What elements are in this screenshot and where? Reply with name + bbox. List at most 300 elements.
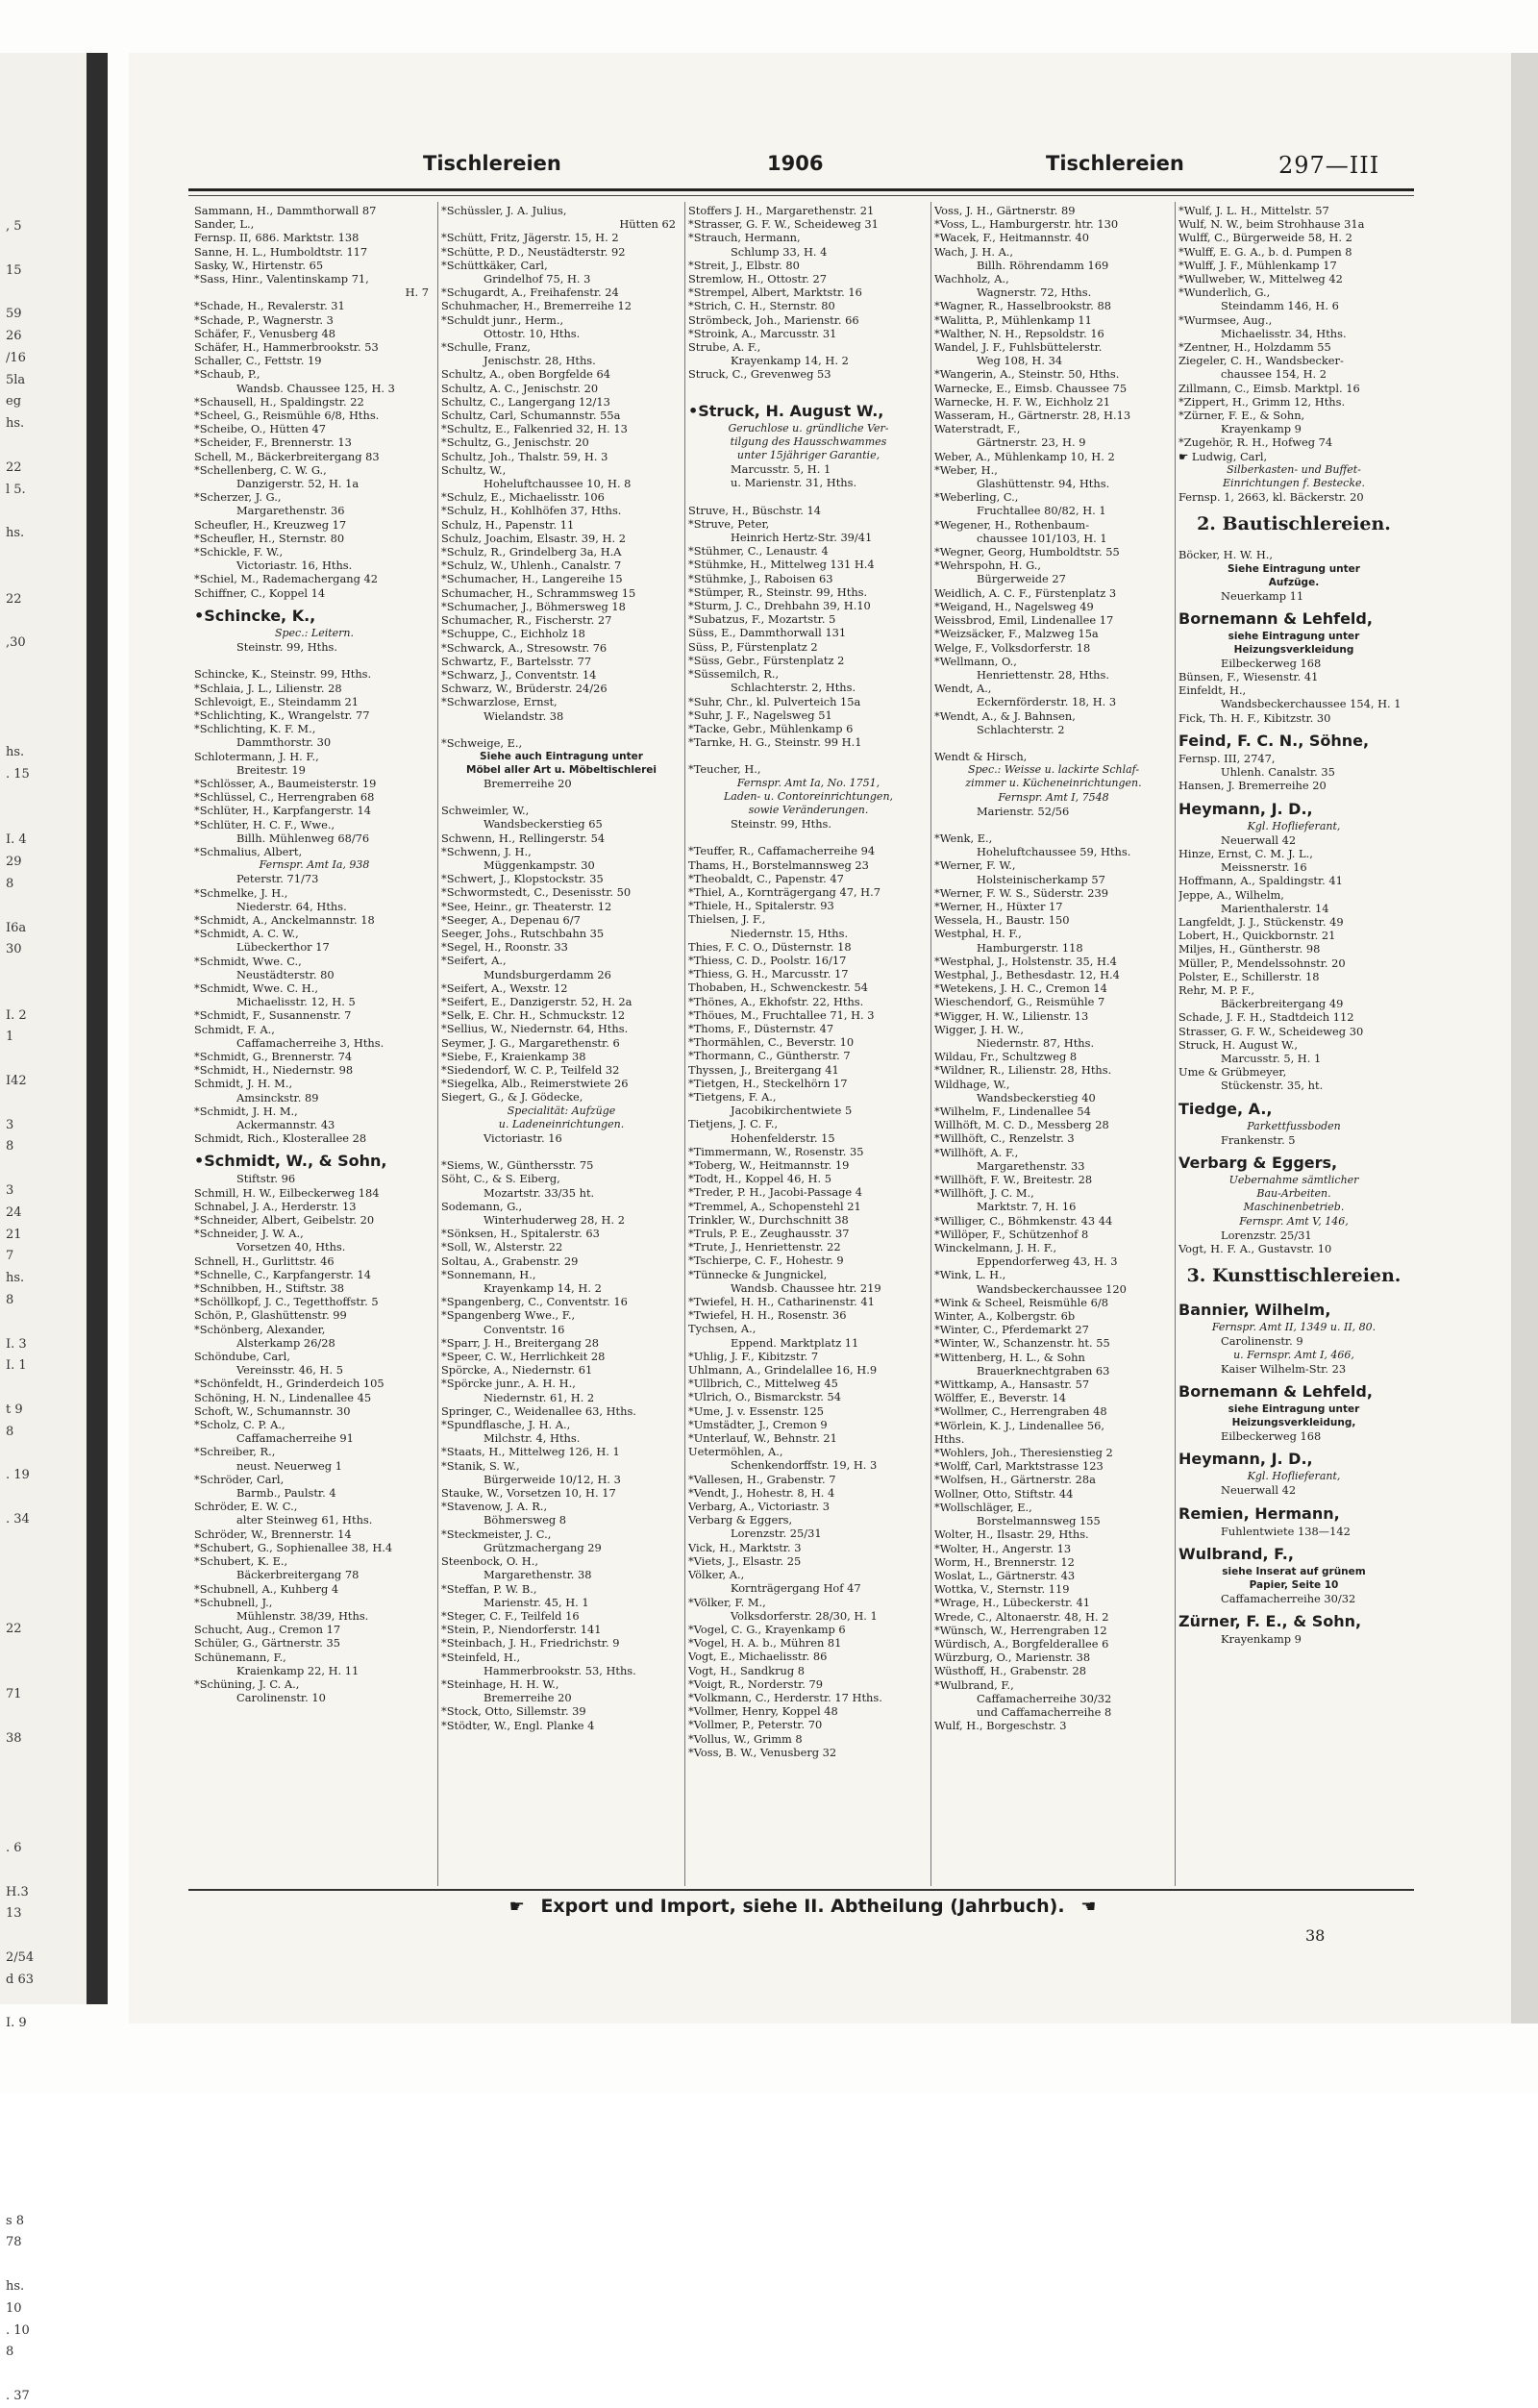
list-entry: *Steffan, P. W. B., <box>441 1581 537 1596</box>
list-entry: Wollner, Otto, Stiftstr. 44 <box>934 1486 1074 1501</box>
list-entry: *Viets, J., Elsastr. 25 <box>688 1553 802 1568</box>
list-entry: Völker, A., <box>688 1568 745 1582</box>
list-entry: *Strauch, Hermann, <box>688 231 801 245</box>
list-entry: Bünsen, F., Wiesenstr. 41 <box>1178 670 1319 684</box>
margin-fragment: d 63 <box>6 1972 34 1987</box>
list-entry: Wolter, H., Ilsastr. 29, Hths. <box>934 1527 1089 1542</box>
list-entry: *Schütt, Fritz, Jägerstr. 15, H. 2 <box>441 231 619 245</box>
entry-address-continuation: Billh. Röhrendamm 169 <box>977 258 1109 272</box>
list-entry: Schultz, C., Langergang 12/13 <box>441 394 610 409</box>
margin-fragment: 5la <box>6 372 26 387</box>
entry-address-continuation: Mozartstr. 33/35 ht. <box>484 1185 595 1200</box>
entry-specialty: Kgl. Hoflieferant, <box>1247 1470 1341 1483</box>
list-entry: Westphal, H. F., <box>934 927 1022 941</box>
entry-specialty: zimmer u. Kücheneinrichtungen. <box>965 777 1142 790</box>
list-entry: *Treder, P. H., Jacobi-Passage 4 <box>688 1185 863 1200</box>
entry-address-continuation: Barmb., Paulstr. 4 <box>236 1486 336 1501</box>
list-entry: *Weberling, C., <box>934 490 1019 505</box>
margin-fragment: eg <box>6 394 22 410</box>
entry-address-continuation: Schlachterstr. 2 <box>977 722 1065 736</box>
margin-fragment: 21 <box>6 1227 22 1242</box>
featured-firm-name: Zürner, F. E., & Sohn, <box>1178 1612 1362 1631</box>
entry-address-continuation: Wandsbeckerchaussee 120 <box>977 1281 1127 1296</box>
entry-address-continuation: Margarethenstr. 36 <box>236 504 345 518</box>
entry-address-continuation: Brauerknechtgraben 63 <box>977 1363 1110 1378</box>
list-entry: *Zippert, H., Grimm 12, Hths. <box>1178 394 1346 409</box>
list-entry: *Vallesen, H., Grabenstr. 7 <box>688 1472 836 1486</box>
list-entry: *Teucher, H., <box>688 762 761 777</box>
list-entry: *Wendt, A., & J. Bahnsen, <box>934 708 1076 723</box>
list-entry: *Unterlauf, W., Behnstr. 21 <box>688 1431 837 1446</box>
list-entry: *Wittkamp, A., Hansastr. 57 <box>934 1378 1090 1392</box>
list-entry: Steenbock, O. H., <box>441 1554 538 1569</box>
list-entry: *Schreiber, R., <box>194 1445 276 1459</box>
entry-address-continuation: Krayenkamp 9 <box>1221 1632 1302 1647</box>
list-entry: *Wunderlich, G., <box>1178 285 1271 300</box>
list-entry: *Schwert, J., Klopstockstr. 35 <box>441 872 604 886</box>
margin-fragment: . 15 <box>6 766 30 782</box>
list-entry: *Ulrich, O., Bismarckstr. 54 <box>688 1390 842 1404</box>
list-entry: Zillmann, C., Eimsb. Marktpl. 16 <box>1178 381 1360 395</box>
entry-address-continuation: Carolinenstr. 10 <box>236 1691 326 1705</box>
list-entry: Hoffmann, A., Spaldingstr. 41 <box>1178 874 1343 888</box>
margin-fragment: 3 <box>6 1117 14 1132</box>
list-entry: *Sturm, J. C., Drehbahn 39, H.10 <box>688 599 871 613</box>
entry-address-continuation: Neuerwall 42 <box>1221 832 1297 847</box>
list-entry: *Umstädter, J., Cremon 9 <box>688 1417 828 1431</box>
entry-address-continuation: Henriettenstr. 28, Hths. <box>977 667 1109 682</box>
list-entry: Schincke, K., Steinstr. 99, Hths. <box>194 667 372 682</box>
list-entry: *Willhöft, F. W., Breitestr. 28 <box>934 1173 1093 1187</box>
list-entry: Thies, F. C. O., Düsternstr. 18 <box>688 939 852 954</box>
header-year: 1906 <box>767 152 824 175</box>
list-entry: *Soll, W., Alsterstr. 22 <box>441 1240 563 1254</box>
list-entry: Schoft, W., Schumannstr. 30 <box>194 1403 351 1418</box>
entry-specialty: Fernspr. Amt I, 7548 <box>998 790 1109 804</box>
margin-fragment: ,30 <box>6 635 26 651</box>
list-entry: *Wurmsee, Aug., <box>1178 312 1273 327</box>
entry-specialty: Maschinenbetrieb. <box>1243 1201 1345 1214</box>
column-divider <box>1175 202 1176 1886</box>
margin-fragment: . 19 <box>6 1468 30 1483</box>
margin-fragment: 78 <box>6 2235 22 2250</box>
cross-reference-note: Papier, Seite 10 <box>1249 1578 1339 1591</box>
header-page-reference: 297—III <box>1278 152 1380 179</box>
entry-address-continuation: Meissnerstr. 16 <box>1221 860 1307 875</box>
list-entry: *Wolfsen, H., Gärtnerstr. 28a <box>934 1473 1096 1487</box>
margin-fragment <box>6 2167 83 2189</box>
header-rule-thin <box>188 195 1414 196</box>
entry-specialty: Kgl. Hoflieferant, <box>1247 819 1341 832</box>
margin-fragment: 22 <box>6 591 22 607</box>
list-entry: *Wagner, R., Hasselbrookstr. 88 <box>934 299 1111 313</box>
entry-address-continuation: Wandsbeckerchaussee 154, H. 1 <box>1221 697 1402 711</box>
entry-address-continuation: Kraienkamp 22, H. 11 <box>236 1663 360 1677</box>
list-entry: *Wittenberg, H. L., & Sohn <box>934 1350 1085 1364</box>
margin-fragment <box>6 545 83 567</box>
pointing-hand-right-icon: ☛ <box>509 1897 525 1917</box>
list-entry: *Spörcke junr., A. H. H., <box>441 1377 576 1391</box>
list-entry: Polster, E., Schillerstr. 18 <box>1178 969 1320 983</box>
list-entry: *Schwarzlose, Ernst, <box>441 695 558 709</box>
list-entry: Verbarg, A., Victoriastr. 3 <box>688 1500 830 1514</box>
list-entry: Wildau, Fr., Schultzweg 8 <box>934 1050 1078 1064</box>
list-entry: *Thiel, A., Kornträgergang 47, H.7 <box>688 884 881 899</box>
entry-address-continuation: Lübeckerthor 17 <box>236 940 330 955</box>
featured-firm-name: •Struck, H. August W., <box>688 401 884 420</box>
list-entry: Uetermöhlen, A., <box>688 1445 783 1459</box>
list-entry: Thyssen, J., Breitergang 41 <box>688 1062 839 1077</box>
entry-specialty: Fernspr. Amt Ia, No. 1751, <box>736 776 881 789</box>
margin-fragment: I. 2 <box>6 1007 27 1023</box>
entry-spacer <box>934 736 1173 750</box>
previous-page-edge <box>0 53 108 2403</box>
entry-specialty: Parkettfussboden <box>1247 1119 1341 1132</box>
list-entry: Hths. <box>934 1431 965 1446</box>
list-entry: *Schmidt, F., Susannenstr. 7 <box>194 1008 352 1023</box>
list-entry: *Wangerin, A., Steinstr. 50, Hths. <box>934 367 1120 382</box>
list-entry: *Schulz, E., Michaelisstr. 106 <box>441 490 605 505</box>
margin-fragment <box>6 1444 83 1466</box>
entry-address-continuation: Mundsburgerdamm 26 <box>484 967 611 981</box>
list-entry: Wigger, J. H. W., <box>934 1022 1024 1036</box>
featured-firm-name: Feind, F. C. N., Söhne, <box>1178 731 1370 750</box>
entry-spacer <box>441 790 682 804</box>
entry-address-continuation: Danzigerstr. 52, H. 1a <box>236 477 360 491</box>
margin-fragment <box>6 2035 83 2057</box>
list-entry: Strömbeck, Joh., Marienstr. 66 <box>688 312 859 327</box>
entry-address-continuation: und Caffamacherreihe 8 <box>977 1704 1112 1719</box>
list-entry: *Wulff, E. G. A., b. d. Pumpen 8 <box>1178 244 1352 259</box>
entry-address-continuation: Marienstr. 45, H. 1 <box>484 1595 589 1609</box>
margin-fragment <box>6 1049 83 1071</box>
list-entry: *Struve, Peter, <box>688 516 770 531</box>
listing-column-3 <box>688 204 929 1759</box>
entry-spacer <box>194 654 434 667</box>
margin-fragment: 38 <box>6 1730 22 1746</box>
margin-fragment <box>6 1487 83 1509</box>
margin-fragment <box>6 567 83 589</box>
list-entry: *Theobaldt, C., Papenstr. 47 <box>688 871 844 885</box>
list-entry: *Schmidt, Wwe. C., <box>194 954 302 968</box>
entry-address-continuation: Victoriastr. 16 <box>484 1131 562 1145</box>
margin-fragment: 26 <box>6 328 22 343</box>
list-entry: *Volkmann, C., Herderstr. 17 Hths. <box>688 1690 882 1704</box>
entry-address-continuation: Müggenkampstr. 30 <box>484 857 595 872</box>
list-entry: Strasser, G. F. W., Scheideweg 30 <box>1178 1024 1364 1038</box>
entry-address-continuation: chaussee 101/103, H. 1 <box>977 531 1107 545</box>
list-entry: *Schickle, F. W., <box>194 545 284 559</box>
list-entry: Wessela, H., Baustr. 150 <box>934 913 1070 928</box>
list-entry: Schell, M., Bäckerbreitergang 83 <box>194 449 380 463</box>
cross-reference-note: Heizungsverkleidung, <box>1231 1417 1356 1428</box>
margin-fragment: 8 <box>6 1139 14 1154</box>
list-entry: *Vogel, C. G., Krayenkamp 6 <box>688 1622 846 1636</box>
margin-fragment: s 8 <box>6 2213 25 2228</box>
list-entry: *Wink & Scheel, Reismühle 6/8 <box>934 1295 1108 1309</box>
list-entry: *Vollmer, P., Peterstr. 70 <box>688 1718 823 1732</box>
list-entry: *Steinhage, H. H. W., <box>441 1676 559 1691</box>
header-left-title: Tischlereien <box>423 152 561 175</box>
list-entry: *Timmermann, W., Rosenstr. 35 <box>688 1144 864 1158</box>
entry-specialty: Specialität: Aufzüge <box>507 1104 616 1117</box>
list-entry: Wendt, A., <box>934 682 992 696</box>
margin-fragment <box>6 1531 83 1553</box>
list-entry: Wendt & Hirsch, <box>934 749 1028 763</box>
list-entry: *Tarnke, H. G., Steinstr. 99 H.1 <box>688 735 862 750</box>
margin-fragment <box>6 501 83 523</box>
entry-address-continuation: Stiftstr. 96 <box>236 1172 296 1186</box>
list-entry: Schröder, E. W. C., <box>194 1500 298 1514</box>
list-entry: Weidlich, A. C. F., Fürstenplatz 3 <box>934 585 1117 600</box>
entry-address-continuation: Steinstr. 99, Hths. <box>236 640 338 655</box>
list-entry: Wachholz, A., <box>934 272 1009 286</box>
section-heading: 2. Bautischlereien. <box>1197 513 1391 535</box>
list-entry: *Strich, C. H., Sternstr. 80 <box>688 299 835 313</box>
entry-address-continuation: Bremerreihe 20 <box>484 776 572 790</box>
margin-fragment: 8 <box>6 2345 14 2360</box>
list-entry: Hansen, J. Bremerreihe 20 <box>1178 779 1327 793</box>
margin-fragment <box>6 1158 83 1180</box>
list-entry: *Wünsch, W., Herrengraben 12 <box>934 1623 1107 1637</box>
list-entry: *Steckmeister, J. C., <box>441 1527 552 1541</box>
entry-address-continuation: Conventstr. 16 <box>484 1322 565 1336</box>
margin-fragment <box>6 2145 83 2167</box>
list-entry: Stremlow, H., Ottostr. 27 <box>688 272 828 286</box>
list-entry: Schäfer, F., Venusberg 48 <box>194 326 336 340</box>
list-entry: Schultz, Carl, Schumannstr. 55a <box>441 409 621 423</box>
list-entry: Tietjens, J. C. F., <box>688 1117 779 1131</box>
entry-address-continuation: Marcusstr. 5, H. 1 <box>1221 1051 1322 1065</box>
entry-address-continuation: Jacobikirchentwiete 5 <box>731 1104 853 1118</box>
list-entry: Vogt, E., Michaelisstr. 86 <box>688 1650 828 1664</box>
list-entry: *Schugardt, A., Freihafenstr. 24 <box>441 285 619 300</box>
margin-fragment: 8 <box>6 876 14 891</box>
entry-specialty: Geruchlose u. gründliche Ver- <box>728 421 889 434</box>
cross-reference-note: Siehe Eintragung unter <box>1228 562 1360 575</box>
section-heading: 3. Kunsttischlereien. <box>1186 1265 1402 1287</box>
margin-fragment <box>6 699 83 721</box>
entry-address-continuation: Wandsbeckerstieg 65 <box>484 817 603 832</box>
list-entry: *Schüssler, J. A. Julius, <box>441 204 567 217</box>
list-entry: *Streit, J., Elbstr. 80 <box>688 258 800 272</box>
list-entry: Schwarz, W., Brüderstr. 24/26 <box>441 682 608 696</box>
margin-fragment <box>6 1794 83 1816</box>
entry-address-continuation: Uhlenh. Canalstr. 35 <box>1221 765 1335 780</box>
margin-fragment <box>6 983 83 1005</box>
list-entry: *Schmidt, J. H. M., <box>194 1104 298 1118</box>
list-entry: *Schuldt junr., Herm., <box>441 312 564 327</box>
list-entry: *Tschierpe, C. F., Hohestr. 9 <box>688 1254 844 1268</box>
list-entry: *Schlüter, H., Karpfangerstr. 14 <box>194 804 371 818</box>
entry-specialty: Fernspr. Amt Ia, 938 <box>259 858 370 872</box>
entry-spacer <box>688 831 929 844</box>
list-entry: *Schweige, E., <box>441 735 523 750</box>
list-entry: Tychsen, A., <box>688 1322 757 1336</box>
list-entry: Hinze, Ernst, C. M. J. L., <box>1178 846 1313 860</box>
list-entry: Miljes, H., Güntherstr. 98 <box>1178 942 1321 956</box>
list-entry: *Schüttkäker, Carl, <box>441 258 548 272</box>
list-entry: *Schumacher, J., Böhmersweg 18 <box>441 599 626 613</box>
entry-address-continuation: Hammerbrookstr. 53, Hths. <box>484 1663 636 1677</box>
list-entry: Wieschendorf, G., Reismühle 7 <box>934 995 1105 1009</box>
featured-firm-name: •Schmidt, W., & Sohn, <box>194 1152 387 1171</box>
margin-fragment <box>6 1663 83 1685</box>
footer-text: Export und Import, siehe II. Abtheilung (Jahrbuch). <box>540 1896 1065 1917</box>
list-entry: Schröder, W., Brennerstr. 14 <box>194 1527 352 1541</box>
entry-address-continuation: Michaelisstr. 34, Hths. <box>1221 326 1347 340</box>
list-entry: *Tietgens, F. A., <box>688 1089 777 1104</box>
list-entry: *Vollmer, Henry, Koppel 48 <box>688 1704 838 1719</box>
margin-fragment: . 6 <box>6 1840 22 1855</box>
entry-address-continuation: Caffamacherreihe 3, Hths. <box>236 1035 384 1050</box>
list-entry: *Seeger, A., Depenau 6/7 <box>441 912 581 927</box>
list-entry: *Willhöft, J. C. M., <box>934 1186 1034 1201</box>
list-entry: *Wohlers, Joh., Theresienstieg 2 <box>934 1446 1113 1460</box>
entry-address-continuation: Wielandstr. 38 <box>484 708 564 723</box>
footer-rule <box>188 1889 1414 1891</box>
margin-fragment: 30 <box>6 942 22 957</box>
margin-fragment <box>6 1575 83 1597</box>
list-entry: Schumacher, H., Schrammsweg 15 <box>441 585 636 600</box>
list-entry: Spörcke, A., Niedernstr. 61 <box>441 1363 593 1378</box>
list-entry: *Thiele, H., Spitalerstr. 93 <box>688 899 834 913</box>
list-entry: *Schulz, W., Uhlenh., Canalstr. 7 <box>441 559 622 573</box>
entry-address-continuation: Borstelmannsweg 155 <box>977 1514 1101 1528</box>
list-entry: *Schönfeldt, H., Grinderdeich 105 <box>194 1377 384 1391</box>
entry-address-continuation: Milchstr. 4, Hths. <box>484 1431 581 1446</box>
list-entry: *Schlichting, K. F. M., <box>194 722 316 736</box>
list-entry: *Tremmel, A., Schopenstehl 21 <box>688 1199 861 1213</box>
list-entry: *Schmelke, J. H., <box>194 885 288 900</box>
list-entry: *Thiess, C. D., Poolstr. 16/17 <box>688 953 847 967</box>
entry-specialty: Einrichtungen f. Bestecke. <box>1222 477 1366 490</box>
entry-address-continuation: Frankenstr. 5 <box>1221 1132 1296 1147</box>
list-entry: *Zugehör, R. H., Hofweg 74 <box>1178 435 1333 450</box>
margin-fragment: 13 <box>6 1906 22 1922</box>
list-entry: *Wacek, F., Heitmannstr. 40 <box>934 231 1089 245</box>
entry-address-continuation: Dammthorstr. 30 <box>236 735 332 750</box>
entry-address-continuation: Marienthalerstr. 14 <box>1221 901 1329 915</box>
list-entry: Wölffer, E., Beverstr. 14 <box>934 1391 1066 1405</box>
list-entry: *Schröder, Carl, <box>194 1472 285 1486</box>
list-entry: *Spundflasche, J. H. A., <box>441 1418 571 1432</box>
entry-address-continuation: Schlachterstr. 2, Hths. <box>731 681 856 695</box>
margin-fragment <box>6 2123 83 2145</box>
list-entry: Ume & Grübmeyer, <box>1178 1065 1287 1080</box>
page-number: 38 <box>1305 1926 1326 1945</box>
list-entry: *Werner, H., Hüxter 17 <box>934 899 1063 913</box>
entry-address-continuation: Caffamacherreihe 30/32 <box>1221 1591 1356 1605</box>
list-entry: Siegert, G., & J. Gödecke, <box>441 1090 583 1105</box>
entry-address-continuation: Eilbeckerweg 168 <box>1221 656 1322 670</box>
list-entry: *Stümper, R., Steinstr. 99, Hths. <box>688 584 868 599</box>
list-entry: *Wehrspohn, H. G., <box>934 559 1042 573</box>
featured-firm-name: Wulbrand, F., <box>1178 1544 1294 1563</box>
list-entry: *Tietgen, H., Steckelhörn 17 <box>688 1076 848 1090</box>
list-entry: *Schubert, K. E., <box>194 1554 288 1569</box>
entry-address-continuation: Mühlenstr. 38/39, Hths. <box>236 1608 369 1623</box>
entry-address-continuation: Stückenstr. 35, ht. <box>1221 1079 1324 1093</box>
list-entry: *Stanik, S. W., <box>441 1458 520 1473</box>
entry-address-continuation: Marienstr. 52/56 <box>977 804 1070 818</box>
list-entry: *Weber, H., <box>934 462 998 477</box>
list-entry: *Schmalius, Albert, <box>194 844 303 858</box>
list-entry: *Wigger, H. W., Lilienstr. 13 <box>934 1008 1089 1023</box>
margin-fragment <box>6 1641 83 1663</box>
entry-address-continuation: Wandsb. Chaussee 125, H. 3 <box>236 381 395 395</box>
list-entry: *Siebe, F., Kraienkamp 38 <box>441 1049 586 1063</box>
featured-firm-name: Verbarg & Eggers, <box>1178 1153 1338 1172</box>
list-entry: *Schultz, E., Falkenried 32, H. 13 <box>441 422 628 436</box>
list-entry: *Schulz, H., Kohlhöfen 37, Hths. <box>441 504 622 518</box>
margin-fragment: t 9 <box>6 1403 23 1418</box>
list-entry: Springer, C., Weidenallee 63, Hths. <box>441 1403 636 1418</box>
list-entry: *Stein, P., Niendorferstr. 141 <box>441 1623 602 1637</box>
cross-reference-note: siehe Inserat auf grünem <box>1222 1565 1366 1577</box>
list-entry: Struve, H., Büschstr. 14 <box>688 503 821 517</box>
list-entry: *Schlösser, A., Baumeisterstr. 19 <box>194 776 377 790</box>
list-entry: *Siems, W., Günthersstr. 75 <box>441 1158 594 1173</box>
entry-specialty: u. Ladeneinrichtungen. <box>498 1117 625 1130</box>
entry-address-continuation: Grindelhof 75, H. 3 <box>484 272 591 286</box>
margin-fragment: hs. <box>6 745 25 760</box>
list-entry: Schucht, Aug., Cremon 17 <box>194 1623 341 1637</box>
list-entry: *Willhöft, A. F., <box>934 1145 1019 1159</box>
list-entry: *Thiess, G. H., Marcusstr. 17 <box>688 967 849 981</box>
list-entry: *Wenk, E., <box>934 831 993 845</box>
margin-fragment <box>6 786 83 808</box>
entry-address-continuation: Wandsb. Chaussee htr. 219 <box>731 1280 881 1295</box>
entry-address-continuation: Schlump 33, H. 4 <box>731 244 828 259</box>
list-entry: Warnecke, H. F. W., Eichholz 21 <box>934 394 1111 409</box>
entry-address-continuation: Neustädterstr. 80 <box>236 967 335 981</box>
list-entry: Uhlmann, A., Grindelallee 16, H.9 <box>688 1363 878 1378</box>
margin-fragment <box>6 896 83 918</box>
list-entry: *Süssemilch, R., <box>688 667 780 682</box>
featured-firm-name: Tiedge, A., <box>1178 1099 1273 1118</box>
margin-fragment <box>6 1312 83 1334</box>
list-entry: Worm, H., Brennerstr. 12 <box>934 1554 1075 1569</box>
margin-fragment: hs. <box>6 526 25 541</box>
entry-address-continuation: Eppend. Marktplatz 11 <box>731 1335 859 1350</box>
entry-address-continuation: Caffamacherreihe 30/32 <box>977 1691 1112 1705</box>
margin-fragment <box>6 2057 83 2079</box>
list-entry: *Wullweber, W., Mittelweg 42 <box>1178 272 1343 286</box>
list-entry: Wüsthoff, H., Grabenstr. 28 <box>934 1664 1086 1678</box>
list-entry: *Schulz, R., Grindelberg 3a, H.A <box>441 545 622 559</box>
list-entry: *Völker, F. M., <box>688 1595 766 1609</box>
list-entry: *Subatzus, F., Mozartstr. 5 <box>688 612 836 627</box>
list-entry: *Steinfeld, H., <box>441 1650 521 1664</box>
list-entry: Müller, P., Mendelssohnstr. 20 <box>1178 956 1346 970</box>
list-entry: *Stühmke, J., Raboisen 63 <box>688 571 833 585</box>
listing-column-5 <box>1178 204 1409 1646</box>
margin-fragment <box>6 1773 83 1795</box>
list-entry: Sander, L., <box>194 217 255 232</box>
entry-specialty: tilgung des Hausschwammes <box>730 434 887 448</box>
list-entry: *Wrage, H., Lübeckerstr. 41 <box>934 1596 1090 1610</box>
margin-fragment: 22 <box>6 459 22 475</box>
list-entry: *Schubnell, A., Kuhberg 4 <box>194 1581 339 1596</box>
margin-fragment: hs. <box>6 2278 25 2294</box>
list-entry: Weissbrod, Emil, Lindenallee 17 <box>934 613 1114 628</box>
list-entry: Sasky, W., Hirtenstr. 65 <box>194 258 324 272</box>
list-entry: Schaller, C., Fettstr. 19 <box>194 354 322 368</box>
entry-address-continuation: Michaelisstr. 12, H. 5 <box>236 995 356 1009</box>
entry-address-continuation: Böhmersweg 8 <box>484 1513 567 1527</box>
previous-page-fragments <box>6 216 83 2408</box>
